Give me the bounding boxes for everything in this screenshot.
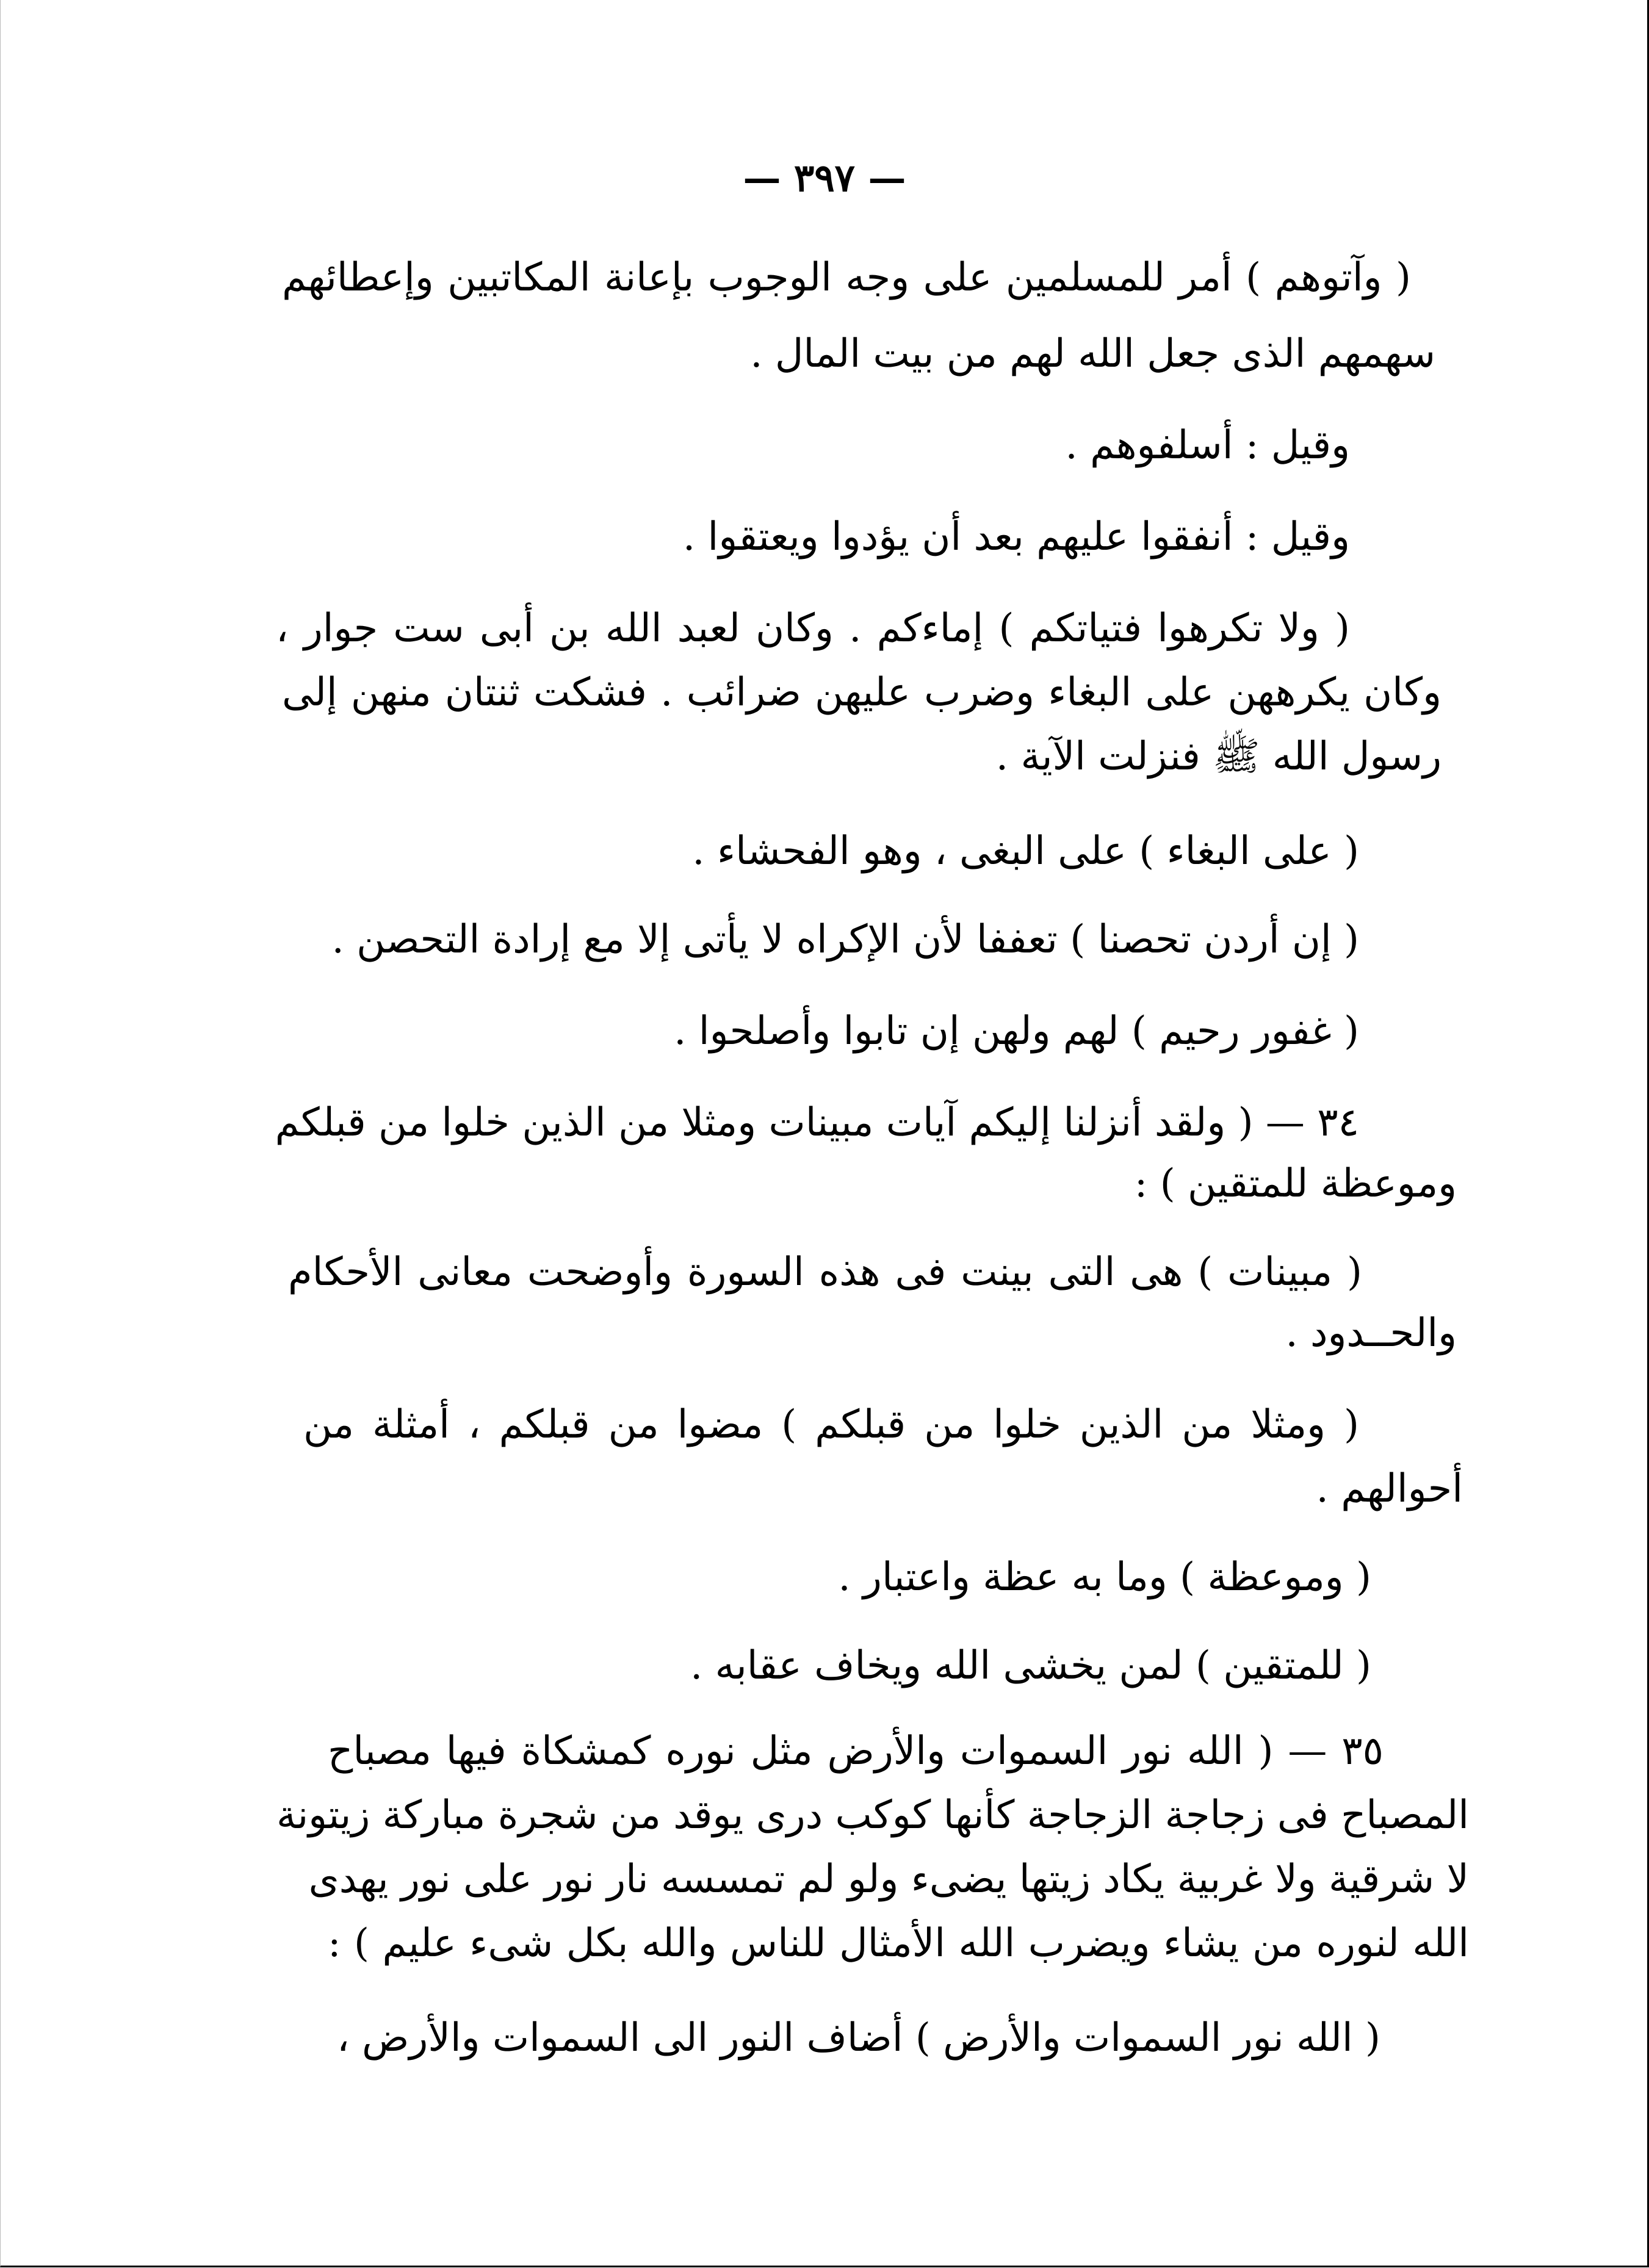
- text-line: سهمهم الذى جعل الله لهم من بيت المال .: [750, 331, 1435, 376]
- text-line: المصباح فى زجاجة الزجاجة كأنها كوكب درى يوقد من شجرة مباركة زيتونة: [276, 1793, 1469, 1838]
- text-line: ( إن أردن تحصنا ) تعففا لأن الإكراه لا يأتى إلا مع إرادة التحصن .: [331, 917, 1359, 962]
- text-line: لا شرقية ولا غربية يكاد زيتها يضىء ولو لم تمسسه نار نور على نور يهدى: [308, 1857, 1469, 1902]
- text-line: والحــدود .: [1285, 1311, 1457, 1356]
- text-line: الله لنوره من يشاء ويضرب الله الأمثال للناس والله بكل شىء عليم ) :: [328, 1921, 1469, 1966]
- text-line: ( للمتقين ) لمن يخشى الله ويخاف عقابه .: [690, 1643, 1371, 1688]
- text-line: ٣٤ — ( ولقد أنزلنا إليكم آيات مبينات ومثلا من الذين خلوا من قبلكم: [275, 1100, 1359, 1145]
- text-line: رسول الله ﷺ فنزلت الآية .: [995, 734, 1442, 779]
- text-line: ( غفور رحيم ) لهم ولهن إن تابوا وأصلحوا .: [674, 1009, 1359, 1054]
- text-line: ٣٥ — ( الله نور السموات والأرض مثل نوره كمشكاة فيها مصباح: [328, 1729, 1384, 1774]
- text-line: ( الله نور السموات والأرض ) أضاف النور الى السموات والأرض ،: [337, 2015, 1380, 2061]
- text-line: ( مبينات ) هى التى بينت فى هذه السورة وأوضحت معانى الأحكام: [288, 1250, 1362, 1295]
- text-line: وقيل : أسلفوهم .: [1065, 423, 1350, 468]
- page-number: — ٣٩٧ —: [743, 156, 906, 200]
- text-line: ( وموعظة ) وما به عظة واعتبار .: [838, 1555, 1371, 1600]
- text-line: وقيل : أنفقوا عليهم بعد أن يؤدوا ويعتقوا .: [682, 514, 1350, 560]
- text-line: ( ومثلا من الذين خلوا من قبلكم ) مضوا من قبلكم ، أمثلة من: [303, 1402, 1359, 1447]
- text-line: ( ولا تكرهوا فتياتكم ) إماءكم . وكان لعبد الله بن أبى ست جوار ،: [276, 606, 1350, 651]
- text-line: وموعظة للمتقين ) :: [1134, 1161, 1457, 1206]
- text-line: ( على البغاء ) على البغى ، وهو الفحشاء .: [692, 829, 1359, 874]
- text-line: أحوالهم .: [1316, 1466, 1463, 1511]
- text-line: وكان يكرههن على البغاء وضرب عليهن ضرائب . فشكت ثنتان منهن إلى: [282, 670, 1442, 715]
- text-line: ( وآتوهم ) أمر للمسلمين على وجه الوجوب بإعانة المكاتبين وإعطائهم: [282, 255, 1412, 300]
